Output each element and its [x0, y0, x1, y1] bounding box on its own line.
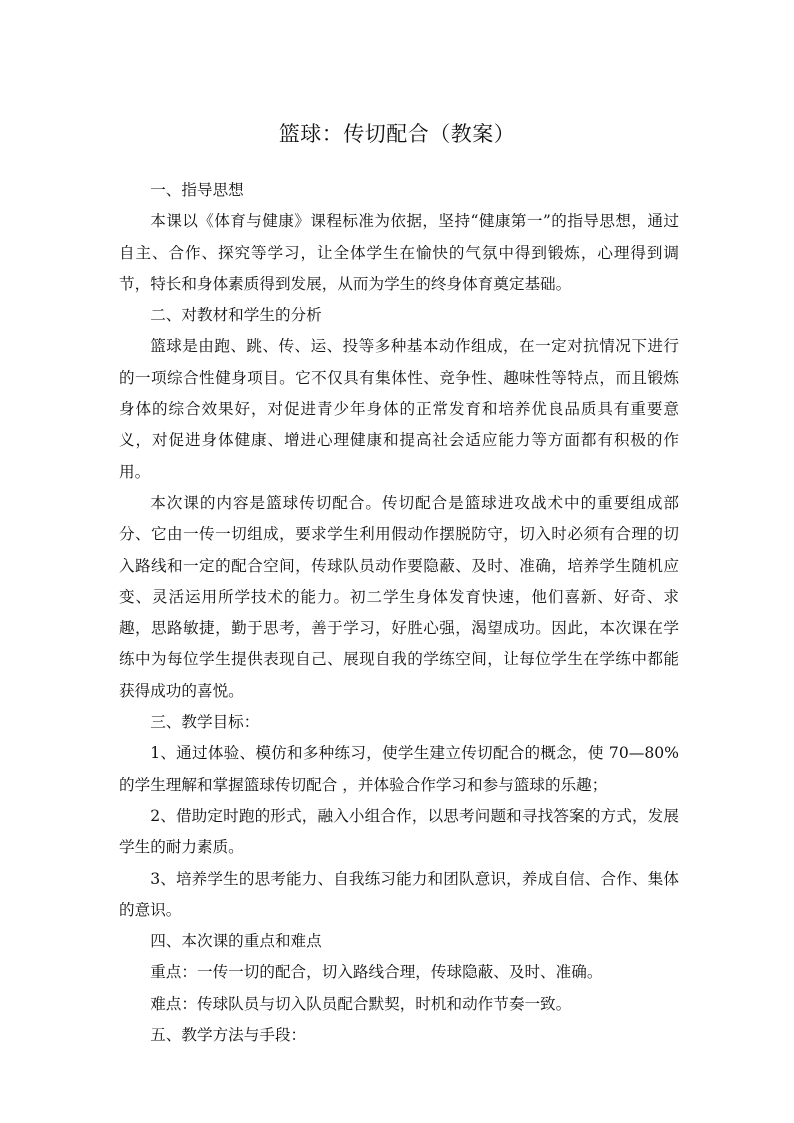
goal-item-1: 1、通过体验、模仿和多种练习，使学生建立传切配合的概念，使 70—80%的学生理解和掌握篮球传切配合 ，并体验合作学习和参与篮球的乐趣； [119, 744, 679, 794]
difficult-point: 难点：传球队员与切入队员配合默契，时机和动作节奏一致。 [150, 994, 572, 1013]
section-heading-key-points: 四、本次课的重点和难点 [150, 932, 322, 951]
section-heading-guiding-ideology: 一、指导思想 [150, 181, 244, 199]
document-body [119, 175, 679, 1051]
goal-item-2: 2、借助定时跑的形式，融入小组合作，以思考问题和寻找答案的方式，发展学生的耐力素质。 [119, 806, 679, 857]
section-heading-analysis: 二、对教材和学生的分析 [150, 306, 322, 325]
section-heading-methods: 五、教学方法与手段： [150, 1026, 307, 1045]
paragraph-guiding-ideology: 本课以《体育与健康》课程标准为依据，坚持“健康第一”的指导思想，通过自主、合作、探究等学习，让全体学生在愉快的气氛中得到锻炼，心理得到调节，特长和身体素质得到发展，从而为学生的终身体育奠定基础。 [119, 212, 679, 293]
key-point: 重点：一传一切的配合，切入路线合理，传球隐蔽、及时、准确。 [150, 963, 603, 982]
paragraph-lesson-content: 本次课的内容是篮球传切配合。传切配合是篮球进攻战术中的重要组成部分、它由一传一切组成，要求学生利用假动作摆脱防守，切入时必须有合理的切入路线和一定的配合空间，传球队员动作要隐蔽、及时、准确，培养学生随机应变、灵活运用所学技术的能力。初二学生身体发育快速，他们喜新、好奇、求趣，思路敏捷，勤于思考，善于学习，好胜心强，渴望成功。因此，本次课在学练中为每位学生提供表现自己、展现自我的学练空间，让每位学生在学练中都能获得成功的喜悦。 [119, 493, 679, 700]
paragraph-basketball-intro: 篮球是由跑、跳、传、运、投等多种基本动作组成，在一定对抗情况下进行的一项综合性健身项目。它不仅具有集体性、竞争性、趣味性等特点，而且锻炼身体的综合效果好，对促进青少年身体的正常发育和培养优良品质具有重要意义，对促进身体健康、增进心理健康和提高社会适应能力等方面都有积极的作用。 [119, 337, 679, 481]
page-title: 篮球：传切配合（教案） [278, 122, 516, 146]
section-heading-goals: 三、教学目标： [150, 713, 260, 732]
goal-item-3: 3、培养学生的思考能力、自我练习能力和团队意识，养成自信、合作、集体的意识。 [119, 869, 679, 919]
